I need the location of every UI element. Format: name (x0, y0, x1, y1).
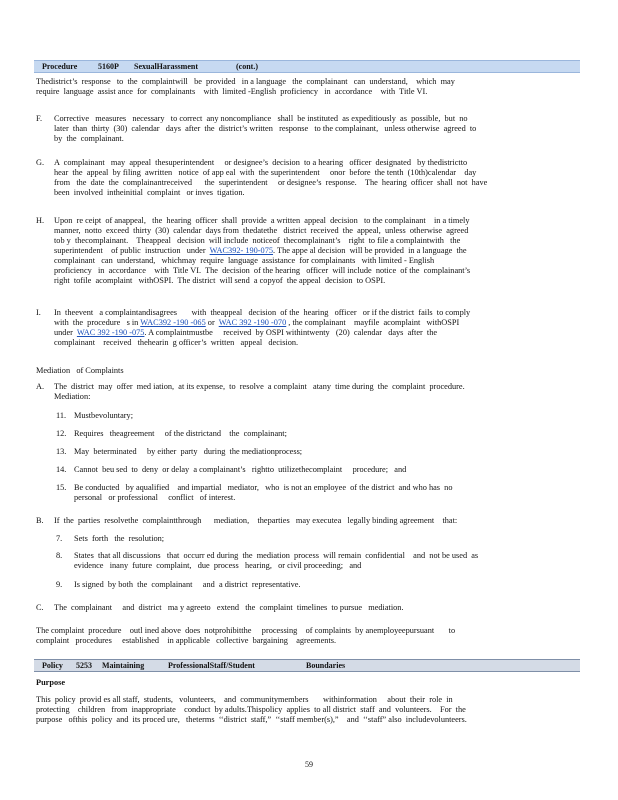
item-h-line: manner, notto exceed thirty (30) calendar days from thedatethe district received the appeal, unless otherwise agreed (54, 226, 469, 235)
item-h-letter: H. (36, 216, 45, 225)
mediation-sub-number: 11. (56, 411, 67, 420)
wac-link-190-075[interactable]: WAC392- 190-075 (209, 246, 273, 255)
wac-link-190-065[interactable]: WAC392 -190 -065 (140, 318, 206, 327)
item-i-line-with-link (54, 328, 470, 338)
mediation-c-text (54, 603, 404, 613)
procedure-header-bar (34, 60, 580, 73)
item-h-text-part: superintendent of public instruction under (54, 246, 210, 255)
item-h-text-part: . The appe al decision will be provided in a language the (273, 246, 467, 255)
item-g-line: hear the appeal by filing awritten notice of app eal with the superintendent onor before the tenth (10th)calendar day (54, 168, 477, 177)
item-g-line: from the date the complainantreceived the superintendent or designee’s response. The hearing officer shall not have (54, 178, 488, 187)
mediation-sub-text (74, 483, 452, 503)
mediation-sub-number: 13. (56, 447, 67, 456)
closing-line: The complaint procedure outl ined above does notprohibitthe processing of complaints by anemployeepursuant to (36, 626, 456, 635)
item-i-text-part: with the procedure s in (54, 318, 141, 327)
mediation-b-sub-text (74, 580, 301, 590)
mediation-b-sub-number: 9. (56, 580, 63, 589)
header-procedure-number: 5160P (98, 62, 119, 71)
sub-line: Cannot beu sed to deny or delay a complainant’s rightto utilizethecomplaint procedure; and (74, 465, 407, 474)
mediation-b-letter: B. (36, 516, 44, 525)
item-i-text (54, 308, 470, 348)
mediation-b-sub-number: 7. (56, 534, 63, 543)
purpose-heading (36, 678, 65, 688)
item-i-line: In theevent a complaintandisagrees with theappeal decision of the hearing officer or if the district fails to comply (54, 308, 471, 317)
header-policy-label: Policy (42, 661, 63, 670)
mediation-sub-text (74, 447, 302, 457)
mediation-a-line: The district may offer med iation, at its expense, to resolve a complaint atany time during the complaint procedure. (54, 382, 465, 391)
item-i-letter: I. (36, 308, 41, 317)
item-h-text (54, 216, 470, 286)
purpose-line: purpose ofthis policy and its proced ure, theterms ‘‘district staff,” ‘‘staff member(s),” and ‘‘staff” also includevolunteers. (36, 715, 467, 724)
wac-link-190-075[interactable]: WAC 392 -190 -075 (76, 328, 145, 337)
sub-line: Mustbevoluntary; (74, 411, 133, 420)
mediation-a-line: Mediation: (54, 392, 91, 401)
header-policy-title-3: Boundaries (306, 661, 346, 670)
item-h-line-with-link (54, 246, 470, 256)
mediation-b-sub-number: 8. (56, 551, 63, 560)
item-f-letter: F. (36, 114, 43, 123)
page-number: 59 (305, 760, 313, 769)
mediation-a-text (54, 382, 465, 402)
sub-line: May beterminated by either party during the mediationprocess; (74, 447, 303, 456)
item-g-text (54, 158, 487, 198)
item-h-line: tob y thecomplainant. Theappeal decision will include noticeof thecomplainant’s right to file a complaintwith the (54, 236, 461, 245)
item-i-line: complainant received thehearin g officer’s written appeal decision. (54, 338, 299, 347)
mediation-sub-text (74, 465, 406, 475)
item-h-line: complainant can understand, whichmay require language assistance for complainants with limited - English (54, 256, 435, 265)
sub-line: Is signed by both the complainant and a district representative. (74, 580, 301, 589)
item-f-line: later than thirty (30) calendar days after the district’s written response to the complainant, unless otherwise agreed to (54, 124, 477, 133)
sub-line: Be conducted by aqualified and impartial mediator, who is not an employee of the district and who has no (74, 483, 453, 492)
mediation-sub-number: 15. (56, 483, 67, 492)
sub-line: Requires theagreement of the districtand the complainant; (74, 429, 287, 438)
item-f-text (54, 114, 476, 144)
mediation-b-text (54, 516, 457, 526)
item-i-text-part: or (205, 318, 219, 327)
item-i-text-part: under (54, 328, 77, 337)
item-g-letter: G. (36, 158, 45, 167)
item-i-text-part: . A complaintmustbe received by OSPI withintwenty (20) calendar days after the (144, 328, 438, 337)
purpose-paragraph (36, 695, 467, 725)
mediation-sub-number: 12. (56, 429, 67, 438)
policy-header-bar (34, 659, 580, 672)
header-procedure-label: Procedure (42, 62, 78, 71)
mediation-c-line: The complainant and district ma y agreeto extend the complaint timelines to pursue mediation. (54, 603, 404, 612)
closing-line: complaint procedures established in applicable collective bargaining agreements. (36, 636, 337, 645)
mediation-b-sub-text (74, 551, 478, 571)
mediation-a-letter: A. (36, 382, 45, 391)
sub-line: evidence inany future complaint, due process hearing, or civil proceeding; and (74, 561, 362, 570)
purpose-line: protecting children from inappropriate conduct by adults.Thispolicy applies to all district staff and volunteers. For the (36, 705, 466, 714)
purpose-heading-text: Purpose (36, 678, 66, 687)
wac-link-190-070[interactable]: WAC 392 -190 -070 (218, 318, 287, 327)
sub-line: States that all discussions that occurr ed during the mediation process will remain confidential and not be used as (74, 551, 479, 560)
mediation-sub-text (74, 411, 133, 421)
item-g-line: A complainant may appeal thesuperintendent or designee’s decision to a hearing officer designated by thedistrictto (54, 158, 468, 167)
mediation-sub-number: 14. (56, 465, 67, 474)
intro-line: Thedistrict’s response to the complaintwill be provided in a language the complainant can understand, which may (36, 77, 455, 86)
intro-paragraph (36, 77, 455, 97)
mediation-b-sub-text (74, 534, 164, 544)
mediation-b-line: If the parties resolvethe complaintthrough mediation, theparties may executea legally binding agreement that: (54, 516, 458, 525)
mediation-heading-text: Mediation of Complaints (36, 366, 124, 375)
item-i-text-part: , the complainant mayfile acomplaint withOSPI (286, 318, 460, 327)
item-h-line: proficiency in accordance with Title VI. The decision of the hearing officer will include notice of the complainant’s (54, 266, 471, 275)
header-policy-title-1: Maintaining (102, 661, 145, 670)
mediation-c-letter: C. (36, 603, 44, 612)
item-g-line: been involved intheinitial complaint or inves tigation. (54, 188, 245, 197)
item-h-line: Upon re ceipt of anappeal, the hearing officer shall provide a written appeal decision to the complainant in a timely (54, 216, 470, 225)
sub-line: Sets forth the resolution; (74, 534, 165, 543)
item-h-line: right tofile acomplaint withOSPI. The district will send a copyof the appeal decision to OSPI. (54, 276, 386, 285)
item-i-line-with-links (54, 318, 470, 328)
intro-line: require language assist ance for complainants with limited -English proficiency in accordance with Title VI. (36, 87, 428, 96)
header-policy-number: 5253 (76, 661, 92, 670)
mediation-sub-text (74, 429, 287, 439)
purpose-line: This policy provid es all staff, students, volunteers, and communitymembers withinformation about their role in (36, 695, 453, 704)
mediation-heading (36, 366, 124, 376)
closing-paragraph (36, 626, 455, 646)
header-procedure-title: SexualHarassment (134, 62, 198, 71)
header-procedure-suffix: (cont.) (236, 62, 258, 71)
item-f-line: Corrective measures necessary to correct any noncompliance shall be instituted as expeditiously as possible, but no (54, 114, 468, 123)
header-policy-title-2: ProfessionalStaff/Student (168, 661, 255, 670)
item-f-line: by the complainant. (54, 134, 124, 143)
sub-line: personal or professional conflict of interest. (74, 493, 236, 502)
